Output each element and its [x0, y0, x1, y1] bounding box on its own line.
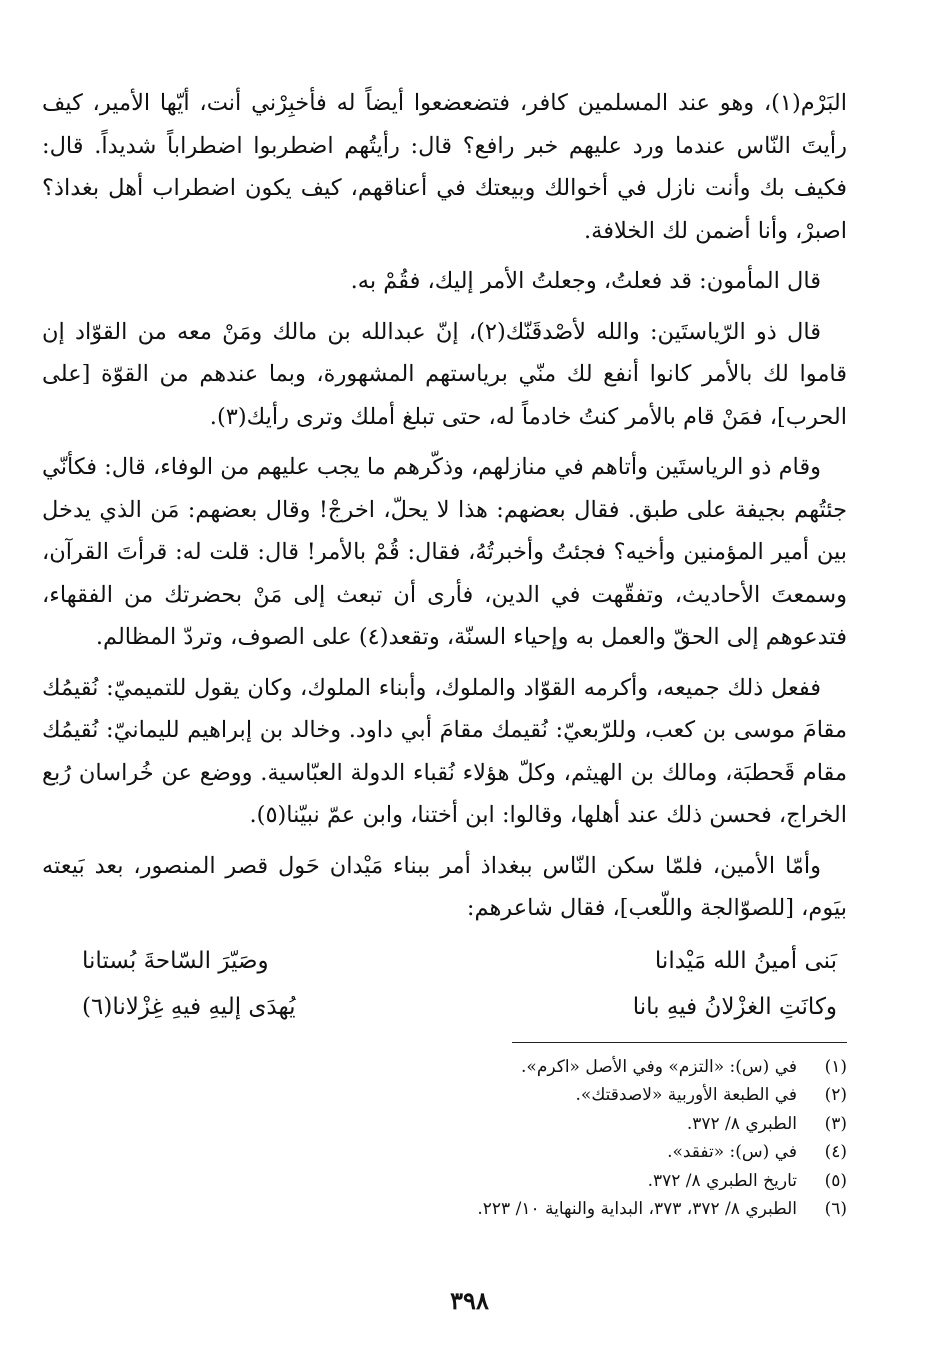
- poem-verse: [42, 938, 847, 984]
- poem-hemistich-right: وكانَتِ الغزْلانُ فيهِ بانا: [632, 993, 837, 1020]
- footnote: [42, 1110, 847, 1139]
- footnote: [42, 1167, 847, 1196]
- footnote: [42, 1053, 847, 1082]
- footnote-number: (٦): [824, 1199, 847, 1219]
- footnote: [42, 1081, 847, 1110]
- footnote-separator: [512, 1042, 847, 1043]
- footnote-text: في الطبعة الأوربية «لاصدقتك».: [575, 1085, 797, 1105]
- footnote-text: تاريخ الطبري ٨/ ٣٧٢.: [647, 1170, 797, 1191]
- footnote-number: (٢): [824, 1085, 847, 1105]
- paragraph-6: وأمّا الأمين، فلمّا سكن النّاس ببغداذ أمر ببناء مَيْدان حَول قصر المنصور، بعد بَيعته بيَوم، [للصوّالجة واللّعب]، فقال شاعرهم:: [42, 852, 847, 921]
- footnote: [42, 1195, 847, 1224]
- poem-hemistich-right: بَنى أمينُ الله مَيْدانا: [654, 947, 837, 974]
- poem-verse: [42, 984, 847, 1030]
- paragraph-3: قال ذو الرّياستَين: والله لأصْدقَنّك(٢)، إنّ عبدالله بن مالك ومَنْ معه من القوّاد إن قاموا لك بالأمر كانوا أنفع لك منّي برياستهم المشهورة، وبما عندهم من القوّة [على الحرب]، فمَنْ قام بالأمر كنتُ خادماً له، حتى تبلغ أملك وترى رأيك(٣).: [42, 318, 847, 430]
- footnote: [42, 1138, 847, 1167]
- footnote-text: الطبري ٨/ ٣٧٢.: [686, 1113, 797, 1134]
- paragraph-5: ففعل ذلك جميعه، وأكرمه القوّاد والملوك، وأبناء الملوك، وكان يقول للتميميّ: نُقيمُك مقامَ موسى بن كعب، وللرّبعيّ: نُقيمك مقامَ أبي داود. وخالد بن إبراهيم لليمانيّ: نُقيمُك مقام قَحطبَة، ومالك بن الهيثم، وكلّ هؤلاء نُقباء الدولة العبّاسية. ووضع عن خُراسان رُبع الخراج، فحسن ذلك عند أهلها، وقالوا: ابن أختنا، وابن عمّ نبيّنا(٥).: [42, 674, 847, 828]
- poem-hemistich-left: وصَيّرَ السّاحةَ بُستانا: [82, 947, 269, 974]
- page-number: ٣٩٨: [450, 1286, 489, 1315]
- footnote-number: (٤): [824, 1142, 847, 1162]
- poem-hemistich-left: يُهدَى إليهِ فيهِ غِزْلانا(٦): [82, 993, 296, 1020]
- footnote-number: (١): [824, 1056, 847, 1077]
- footnote-text: في (س): «التزم» وفي الأصل «اكرم».: [521, 1056, 797, 1077]
- paragraph-2: قال المأمون: قد فعلتُ، وجعلتُ الأمر إليك، فقُمْ به.: [350, 268, 821, 294]
- paragraph-1: البَرْم(١)، وهو عند المسلمين كافر، فتضعضعوا أيضاً له فأخبِرْني أنت، أيّها الأمير، كيف رأيتَ النّاس عندما ورد عليهم خبر رافع؟ قال: رأيتُهم اضطربوا اضطراباً شديداً. قال: فكيف بك وأنت نازل في أخوالك وبيعتك في أعناقهم، كيف يكون اضطراب أهل بغداذ؟ اصبرْ، وأنا أضمن لك الخلافة.: [42, 90, 847, 244]
- footnote-number: (٥): [824, 1170, 847, 1191]
- paragraph-4: وقام ذو الرياستَين وأتاهم في منازلهم، وذكّرهم ما يجب عليهم من الوفاء، قال: فكأنّي جئتُهم بجيفة على طبق. فقال بعضهم: هذا لا يحلّ، اخرجْ! وقال بعضهم: مَن الذي يدخل بين أمير المؤمنين وأخيه؟ فجئتُ وأخبرتُهُ، فقال: قُمْ بالأمر! قال: قلت له: قرأتَ القرآن، وسمعتَ الأحاديث، وتفقّهت في الدين، فأرى أن تبعث إلى مَنْ بحضرتك من الفقهاء، فتدعوهم إلى الحقّ والعمل به وإحياء السنّة، وتقعد(٤) على الصوف، وتردّ المظالم.: [42, 454, 847, 650]
- footnote-text: في (س): «تفقد».: [667, 1142, 797, 1162]
- footnote-number: (٣): [824, 1113, 847, 1134]
- footnotes: [42, 1053, 847, 1224]
- poem: [42, 938, 847, 1030]
- footnote-text: الطبري ٨/ ٣٧٢، ٣٧٣، البداية والنهاية ١٠/ ٢٢٣.: [477, 1199, 797, 1219]
